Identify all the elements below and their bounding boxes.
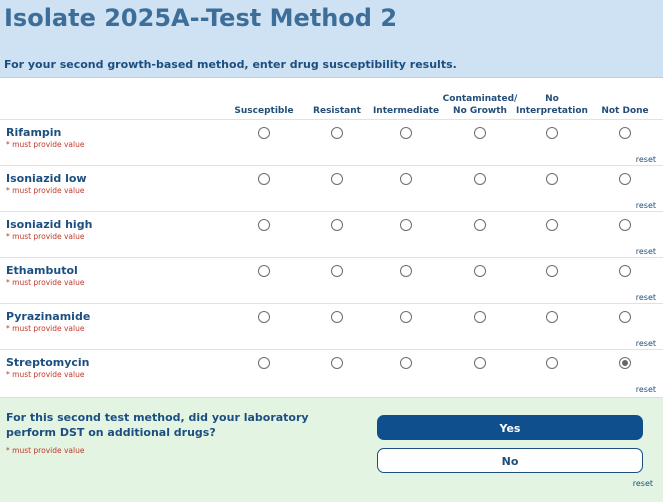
page-subtitle: For your second growth-based method, enter drug susceptibility results.	[4, 58, 457, 71]
table-row	[0, 257, 663, 304]
column-header-line: Intermediate	[372, 106, 440, 116]
required-note: * must provide value	[6, 278, 85, 287]
required-note: * must provide value	[6, 446, 85, 455]
reset-link[interactable]: reset	[635, 247, 656, 256]
drug-name: Isoniazid high	[6, 218, 93, 231]
result-radio[interactable]	[400, 311, 412, 323]
result-radio[interactable]	[474, 357, 486, 369]
column-header-line: Susceptible	[234, 106, 294, 116]
result-radio[interactable]	[400, 127, 412, 139]
column-header-line: Contaminated/	[442, 94, 518, 104]
reset-link[interactable]: reset	[635, 293, 656, 302]
result-radio[interactable]	[331, 127, 343, 139]
column-header-line: Resistant	[313, 106, 361, 116]
result-radio[interactable]	[400, 173, 412, 185]
result-radio[interactable]	[331, 311, 343, 323]
column-header	[366, 105, 446, 117]
result-radio[interactable]	[546, 127, 558, 139]
column-header-line: No	[545, 94, 559, 104]
required-note: * must provide value	[6, 186, 85, 195]
result-radio[interactable]	[619, 357, 631, 369]
result-radio[interactable]	[331, 219, 343, 231]
required-note: * must provide value	[6, 324, 85, 333]
result-radio[interactable]	[258, 219, 270, 231]
yes-button[interactable]: Yes	[377, 415, 643, 440]
result-radio[interactable]	[546, 173, 558, 185]
result-radio[interactable]	[546, 311, 558, 323]
result-radio[interactable]	[474, 127, 486, 139]
drug-name: Isoniazid low	[6, 172, 87, 185]
result-radio[interactable]	[474, 219, 486, 231]
result-radio[interactable]	[258, 311, 270, 323]
result-radio[interactable]	[546, 265, 558, 277]
additional-dst-section	[0, 397, 663, 502]
result-radio[interactable]	[619, 219, 631, 231]
result-radio[interactable]	[619, 173, 631, 185]
no-button[interactable]: No	[377, 448, 643, 473]
drug-name: Ethambutol	[6, 264, 78, 277]
column-header-line: No Growth	[453, 106, 507, 116]
result-radio[interactable]	[258, 173, 270, 185]
column-header	[512, 93, 592, 117]
result-radio[interactable]	[331, 265, 343, 277]
table-row	[0, 303, 663, 350]
additional-dst-question: For this second test method, did your laboratory perform DST on additional drugs?	[6, 411, 309, 439]
result-radio[interactable]	[619, 265, 631, 277]
result-radio[interactable]	[474, 173, 486, 185]
result-radio[interactable]	[474, 311, 486, 323]
result-radio[interactable]	[619, 311, 631, 323]
result-radio[interactable]	[546, 219, 558, 231]
result-radio[interactable]	[258, 357, 270, 369]
table-row	[0, 349, 663, 396]
table-row	[0, 119, 663, 166]
required-note: * must provide value	[6, 370, 85, 379]
result-radio[interactable]	[331, 173, 343, 185]
reset-link[interactable]: reset	[635, 339, 656, 348]
result-radio[interactable]	[474, 265, 486, 277]
reset-link[interactable]: reset	[635, 155, 656, 164]
result-radio[interactable]	[400, 357, 412, 369]
table-row	[0, 211, 663, 258]
reset-link[interactable]: reset	[632, 479, 653, 488]
drug-name: Rifampin	[6, 126, 62, 139]
required-note: * must provide value	[6, 140, 85, 149]
page-header	[0, 0, 663, 78]
column-header-line: Not Done	[601, 106, 649, 116]
drug-name: Pyrazinamide	[6, 310, 91, 323]
column-header-line: Interpretation	[516, 106, 588, 116]
column-header	[224, 105, 304, 117]
result-radio[interactable]	[619, 127, 631, 139]
result-radio[interactable]	[258, 127, 270, 139]
required-note: * must provide value	[6, 232, 85, 241]
reset-link[interactable]: reset	[635, 201, 656, 210]
result-radio[interactable]	[331, 357, 343, 369]
column-header	[440, 93, 520, 117]
drug-name: Streptomycin	[6, 356, 90, 369]
reset-link[interactable]: reset	[635, 385, 656, 394]
result-radio[interactable]	[400, 265, 412, 277]
table-row	[0, 165, 663, 212]
result-radio[interactable]	[258, 265, 270, 277]
column-header	[585, 105, 663, 117]
result-radio[interactable]	[400, 219, 412, 231]
result-radio[interactable]	[546, 357, 558, 369]
column-header	[297, 105, 377, 117]
page-title: Isolate 2025A--Test Method 2	[4, 4, 398, 32]
